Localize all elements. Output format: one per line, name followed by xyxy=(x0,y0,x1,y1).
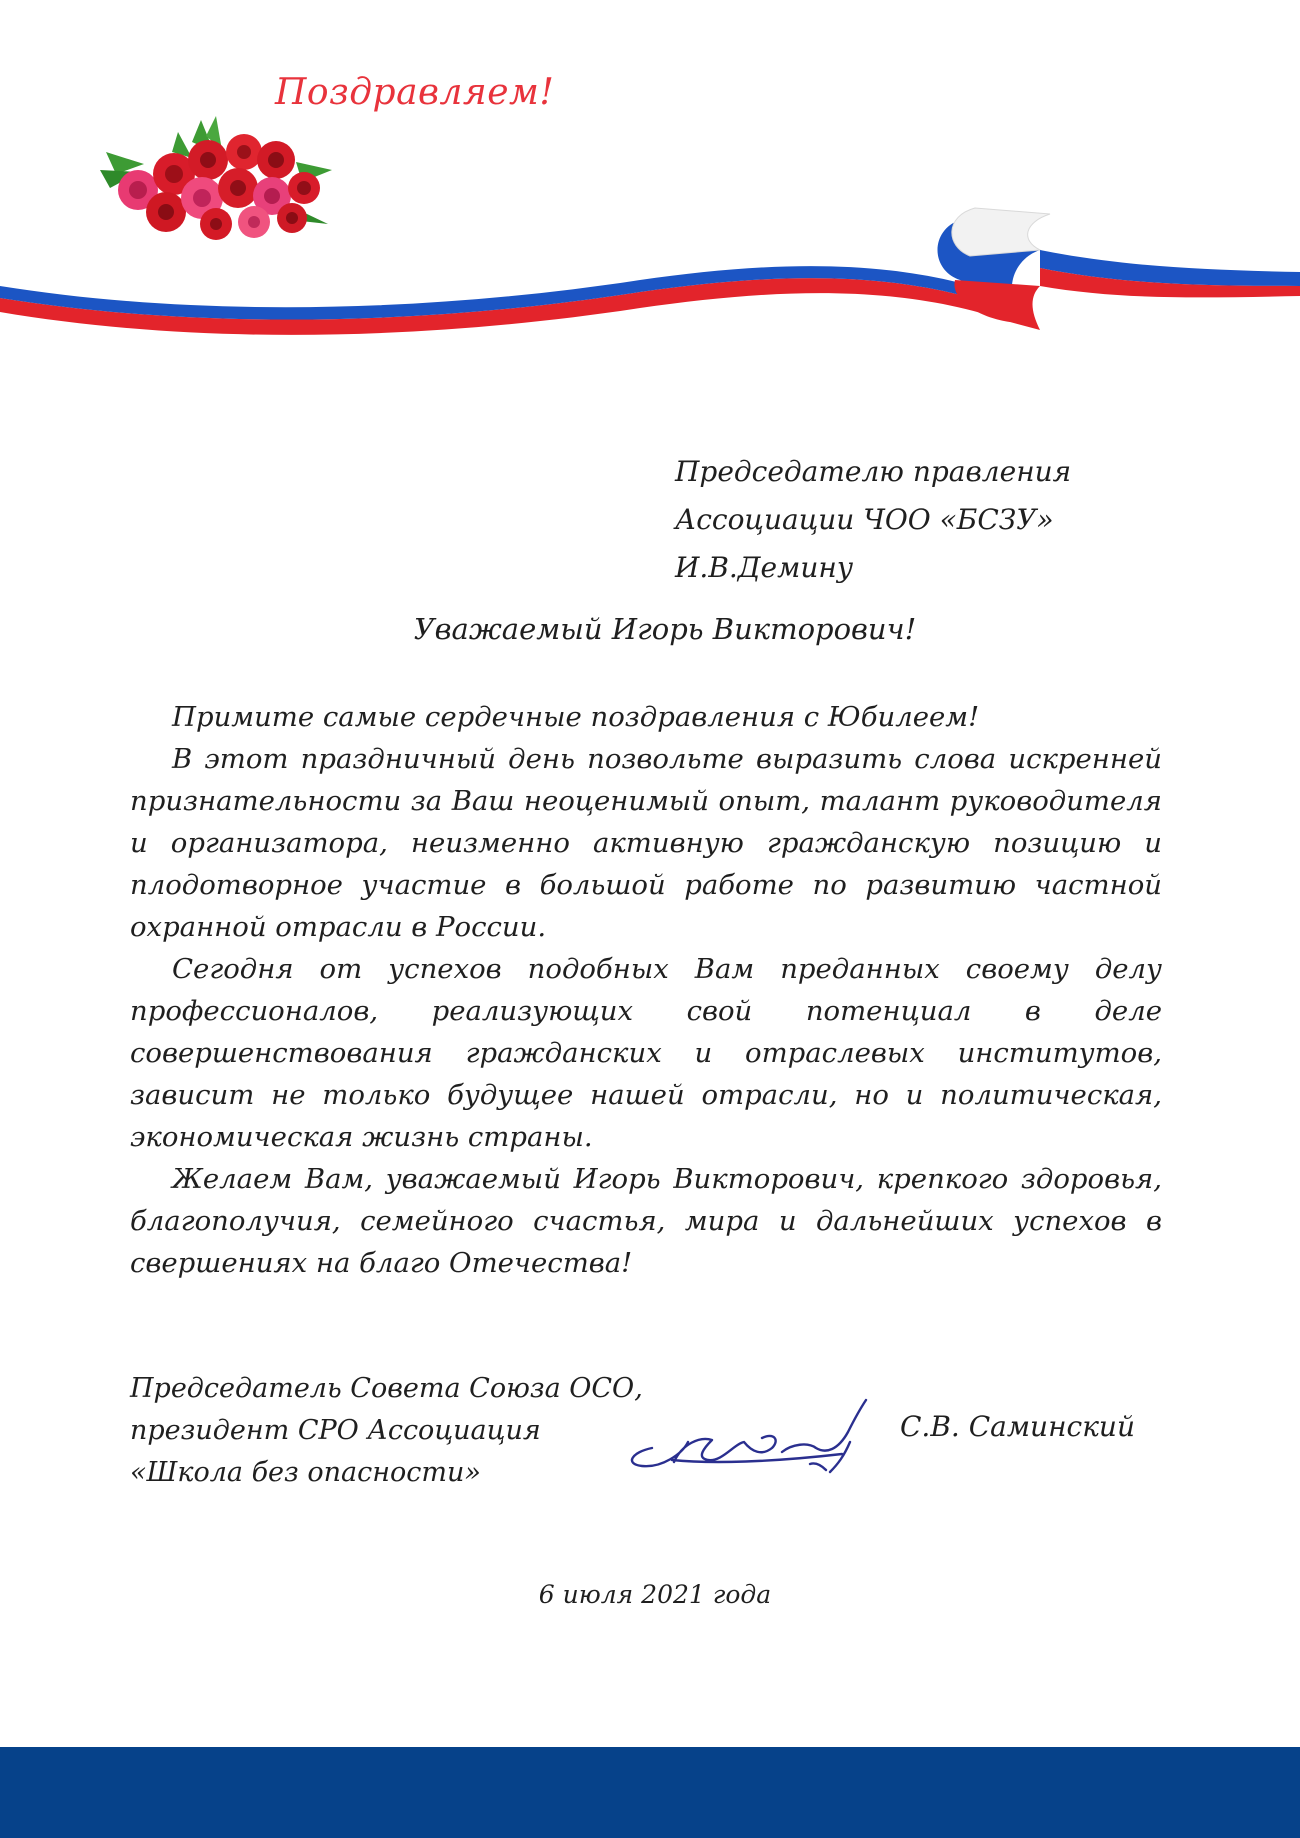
body-paragraph: Примите самые сердечные поздравления с Юбилеем! xyxy=(172,701,980,733)
recipient-line: Председателю правления xyxy=(675,455,1072,488)
signatory-line: Председатель Совета Союза ОСО, xyxy=(130,1373,643,1404)
body-paragraph: В этот праздничный день позвольте выразить слова искренней признательности за Ваш неоценимый опыт, талант руководителя и организатора, неизменно активную гражданскую позицию и плодотворное участие в большой работе по развитию частной охранной отрасли в России. xyxy=(130,743,1162,943)
letter-body xyxy=(130,696,1162,1284)
recipient-line: И.В.Демину xyxy=(675,551,854,584)
salutation: Уважаемый Игорь Викторович! xyxy=(413,612,917,646)
recipient-block xyxy=(675,448,1071,592)
signer-name: С.В. Саминский xyxy=(900,1410,1135,1443)
footer-band xyxy=(0,1747,1300,1838)
body-paragraph: Сегодня от успехов подобных Вам преданных своему делу профессионалов, реализующих свой потенциал в деле совершенствования гражданских и отраслевых институтов, зависит не только будущее нашей отрасли, но и политическая, экономическая жизнь страны. xyxy=(130,953,1162,1153)
recipient-line: Ассоциации ЧОО «БСЗУ» xyxy=(675,503,1054,536)
body-paragraph: Желаем Вам, уважаемый Игорь Викторович, крепкого здоровья, благополучия, семейного счастья, мира и дальнейших успехов в свершениях на благо Отечества! xyxy=(130,1163,1162,1279)
greeting-title: Поздравляем! xyxy=(275,72,555,113)
letter-date: 6 июля 2021 года xyxy=(538,1580,772,1609)
ribbon-fold-red xyxy=(954,280,1040,330)
handwritten-signature xyxy=(612,1392,892,1482)
signatory-line: «Школа без опасности» xyxy=(130,1457,481,1488)
signatory-title-block xyxy=(130,1368,643,1494)
ribbon-fold-white xyxy=(952,208,1050,256)
signatory-line: президент СРО Ассоциация xyxy=(130,1415,541,1446)
russian-flag-ribbon xyxy=(0,200,1300,340)
